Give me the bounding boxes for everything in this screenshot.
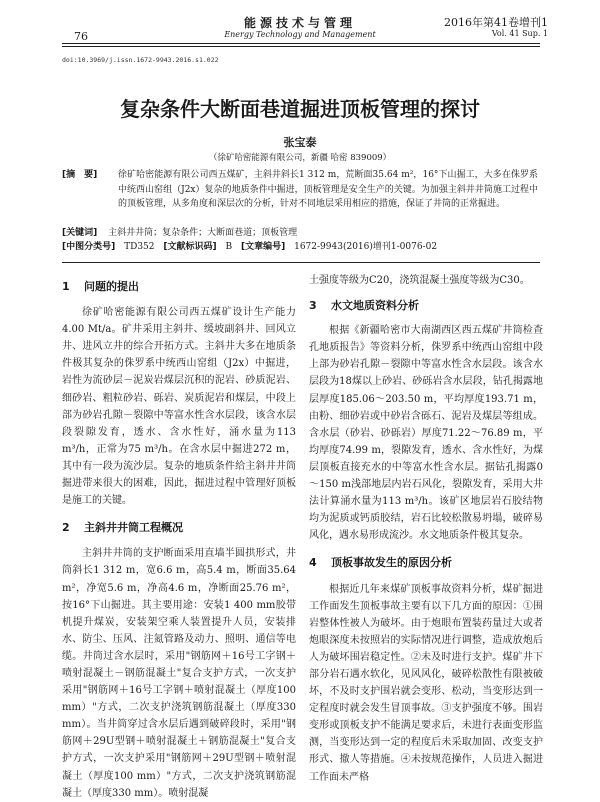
section-heading-3 [309,297,543,314]
section-title: 主斜井井筒工程概况 [84,521,183,535]
paragraph: 根据近几年来煤矿顶板事故资料分析，煤矿掘进工作面发生顶板事故主要有以下几方面的原因：①围岩整体性被人为破坏。由于炮眼布置装药量过大或者炮眼深度未按照岩的实际情况进行调整，造成放炮后人为破坏围岩稳定性。②未及时进行支护。煤矿井下部分岩石遇水软化，见风风化，破碎松散性有限被破坏，不及时支护围岩就会变形、松动，当变形达到一定程度时就会发生冒顶事故。③支护强度不够。围岩变形或顶板支护不能满足要求后，未进行表面变形监测，当变形达到一定的程度后未采取加固、改变支护形式、撤人等措施。④未按规范操作，人员进入掘进工作面未严格 [309,583,543,783]
article-number-label: [文章编号] [241,242,286,252]
article-title: 复杂条件大断面巷道掘进顶板管理的探讨 [120,97,480,121]
header-rule-2 [62,46,540,47]
clc-value: TD352 [124,242,155,252]
abstract [62,168,542,209]
section-heading-1 [62,278,296,295]
paragraph: 土强度等级为C20，浇筑混凝土强度等级为C30。 [309,275,530,286]
section-heading-2 [62,519,296,536]
keywords-text: 主斜井井筒；复杂条件；大断面巷道；顶板管理 [108,228,298,238]
section-title: 顶板事故发生的原因分析 [331,556,452,570]
article-number-value: 1672-9943(2016)增刊1-0076-02 [294,242,438,252]
section-title: 水文地质资料分析 [331,299,419,313]
classification [62,240,542,255]
doc-code-label: [文献标识码] [163,242,217,252]
section-number: 4 [309,556,317,570]
right-column [309,272,543,786]
abstract-label: [摘 要] [62,170,98,180]
abstract-text: 徐矿哈密能源有限公司西五煤矿，主斜井斜长1 312 m，荒断面35.64 m²，16°下山掘工，大多在侏罗系中统西山窑组（J2x）复杂的地质条件中掘进，顶板管理是安全生产的关键。为加强主斜井井筒施工过程中的顶板管理，从多角度和深层次的分析，针对不同地层采用相应的措施，保证了井筒的正常掘进。 [118,170,538,209]
author: 张宝泰 [283,136,317,149]
journal-title-en: Energy Technology and Management [224,30,376,39]
paragraph: 徐矿哈密能源有限公司西五煤矿设计生产能力4.00 Mt/a。矿井采用主斜井、缓坡副斜井、回风立井、进风立井的综合开拓方式。主斜井大多在地质条件极其复杂的侏罗系中统西山窑组（J2x）中掘进，岩性为流砂层－泥炭岩煤层沉积的泥岩、砂质泥岩、细砂岩、粗粒砂岩、砾岩、炭质泥岩和煤层，中段上部为砂岩孔隙－裂隙中等富水性含水层段，该含水层段裂隙发育，透水、含水性好，涌水量为113 m³/h，正常为75 m³/h。在含水层中掘进272 m，其中有一段为流沙层。复杂的地质条件给主斜井井筒掘进带来很大的困难，因此，掘进过程中管理好顶板是施工的关键。 [62,307,296,507]
abstract-rule [62,262,540,263]
paragraph: 根据《新疆哈密市大南湖西区西五煤矿井筒检查孔地质报告》等资料分析，侏罗系中统西山窑组中段上部为砂岩孔隙－裂隙中等富水性含水层段。该含水层段为18煤以上砂岩、砂砾岩含水层段，钻孔揭露地层厚度185.06～203.50 m，平均厚度193.71 m，由粉、细砂岩或中砂岩含砾石、泥岩及煤层等组成。含水层（砂岩、砂砾岩）厚度71.22～76.89 m，平均厚度74.99 m，裂隙发育，透水、含水性好，为煤层顶板直接充水的中等富水性含水层。据钻孔揭露0～150 m浅部地层内岩石风化，裂隙发育，采用大井法计算涌水量为113 m³/h。该矿区地层岩石胶结物均为泥质或钙质胶结，岩石比较松散易坍塌，破碎易风化，遇水易形成流沙。水文地质条件极其复杂。 [309,325,543,542]
section-heading-4 [309,554,543,571]
section-title: 问题的提出 [84,280,139,293]
doc-code-value: B [225,242,233,252]
issue-info-en: Vol. 41 Sup. 1 [491,29,548,38]
doi: doi:10.3969/j.issn.1672-9943.2016.s1.022 [62,56,219,64]
keywords-label: [关键词] [62,228,98,238]
section-number: 2 [62,521,70,535]
header-rule [62,43,540,44]
journal-title-cn: 能源技术与管理 [243,16,356,30]
left-column [62,278,296,802]
affiliation: （徐矿哈密能源有限公司，新疆 哈密 839009） [208,153,392,163]
page-number: 76 [74,30,88,43]
paragraph: 主斜井井筒的支护断面采用直墙半圆拱形式，井筒斜长1 312 m，宽6.6 m，高5.4 m，断面35.64 m²，净宽5.6 m，净高4.6 m，净断面25.76 m²，按16°下山掘进。其主要用途：安装1 400 mm胶带机提升煤炭，安装架空乘人装置提升人员，安装排水、防尘、压风、注氮管路及动力、照明、通信等电缆。井筒过含水层时，采用"钢筋网＋16号工字钢＋喷射混凝土－钢筋混凝土"复合支护方式，一次支护采用"钢筋网＋16号工字钢＋喷射混凝土（厚度100 mm）"方式，二次支护浇筑钢筋混凝土（厚度330 mm）。当井筒穿过含水层后遇到破碎段时，采用"钢筋网＋29U型钢＋喷射混凝土＋钢筋混凝土"复合支护方式，一次支护采用"钢筋网＋29U型钢＋喷射混凝土（厚度100 mm）"方式，二次支护浇筑钢筋混凝土（厚度330 mm）。喷射混凝 [62,548,296,799]
issue-info-cn: 2016年第41卷增刊1 [444,16,548,29]
section-number: 1 [62,280,70,293]
keywords [62,226,542,241]
clc-label: [中图分类号] [62,242,116,252]
section-number: 3 [309,299,317,313]
